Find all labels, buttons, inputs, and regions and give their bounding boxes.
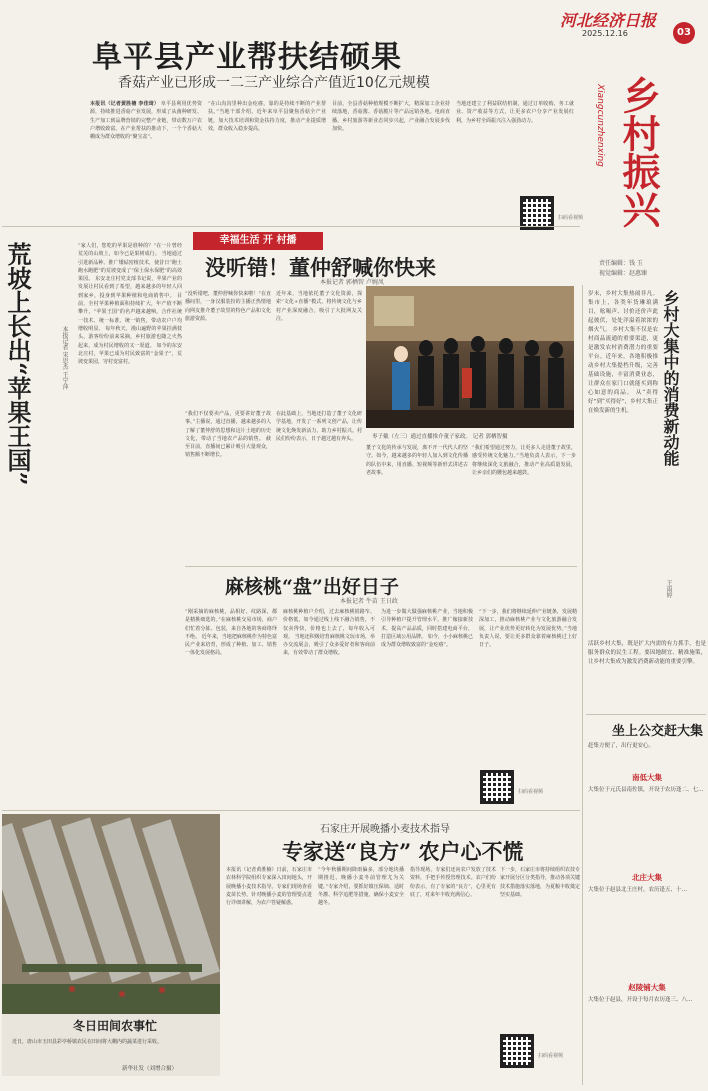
bus-section-1	[588, 772, 706, 852]
livestream-body-6: “我们希望通过努力，让更多人走进董子故里，感受传统文化魅力。”当地负责人表示，下一步将继续深化文旅融合，推动产业高质量发展，让乡亲们的腰包越来越鼓。	[472, 445, 576, 476]
section-divider	[2, 226, 580, 227]
wheat-qr-label: 扫码看视频	[538, 1053, 564, 1059]
column-designer: 视觉编辑：赵惠臻	[599, 270, 648, 277]
walnut-headline: 麻核桃“盘”出好日子	[225, 576, 399, 598]
bus-section-2	[588, 872, 706, 952]
apple-headline	[2, 242, 48, 567]
consumption-headline	[660, 290, 706, 580]
bus-intro: 赶集方便了，出行更安心。	[588, 743, 655, 749]
wheat-kicker: 石家庄开展晚播小麦技术指导	[320, 824, 450, 835]
farm-photo-title: 冬日田间农事忙	[72, 1019, 157, 1033]
masthead	[560, 4, 708, 52]
lead-body-col-2: “在山沟沟里种出金疙瘩，靠的是持续不断的产业帮扶。”当地干部介绍，近年来阜平县聚焦香菇全产业链，加大技术培训和资金扶持力度，推动产业提质增效，群众收入稳步提高。	[208, 101, 326, 132]
column-header	[585, 62, 705, 277]
bus-headline: 坐上公交赶大集	[612, 724, 704, 739]
bus-divider	[586, 714, 706, 715]
consumption-body-1: 岁末，乡村大集热闹非凡。集市上，各类年货琳琅满目，吆喝声、讨价还价声此起彼伏，处处洋溢着浓浓的烟火气。 乡村大集不仅是农村商品流通的重要渠道，更是激发农村消费潜力的重要平台。近年来，各地积极推动乡村大集提档升级，完善基础设施，丰富消费业态，让群众在家门口就能买到称心如意的商品。 从“卖得好”到“买得好”，乡村大集正在焕发新的生机。	[588, 291, 658, 414]
livestream-headline: 没听错！董仲舒喊你快来	[205, 255, 436, 280]
apple-body: “家人们，您吃的苹果是谁种的？”在一片曾经荒芜的山坡上，如今已是果树成行。 当地通过引进新品种、推广矮砧密植技术，使昔日“跑土跑水跑肥”的荒坡变成了“保土保水保肥”的高效果园。 东安北庄村党支部书记说，苹果产业的发展让村民看到了希望，越来越多的年轻人回到家乡，投身到苹果种植和电商销售中。 目前，全村苹果种植面积持续扩大，年产值不断攀升，“苹果王国”的名声越来越响。合作社统一技术、统一标准、统一销售，带动农户户均增收明显。 每年秋天，漫山遍野的苹果挂满枝头，游客纷纷前来采摘，乡村旅游也随之火热起来，成为村民增收的又一渠道。 如今的东安北庄村，苹果已成为村民致富的“金果子”，荒坡变果园，穷村变富村。	[78, 243, 182, 366]
livestream-body-4: 在此基础上，当地还打造了董子文化研学基地，开发了一系列文创产品，让传统文化焕发新活力，助力乡村振兴。村民们纷纷表示，日子越过越有奔头。	[276, 411, 362, 442]
walnut-body-1: “刚采摘的麻核桃，品相好、纹路深，都是精挑细选的。”在麻核桃交易市场，商户们忙着分拣、包装，来自各地的客商络绎不绝。 近年来，当地把麻核桃作为特色富民产业来培育，形成了种植、加工、销售一体化发展格局。	[185, 609, 277, 657]
feature-banner: 幸福生活 开 村播	[193, 232, 323, 250]
wheat-body-4: 下一步，石家庄市将持续组织农技专家开展分区分类指导，推动各项关键技术措施落实落地，为夏粮丰收奠定坚实基础。	[500, 867, 580, 898]
lead-qr-label: 扫码看视频	[558, 215, 584, 221]
walnut-body-4: “下一步，我们将继续延伸产业链条，发展精深加工，推动麻核桃产业与文化旅游融合发展，让产业优势更好转化为发展优势。”当地负责人说，要让更多群众靠着麻核桃过上好日子。	[479, 609, 577, 649]
lead-qr-code[interactable]	[520, 196, 554, 230]
right-column-rule	[582, 285, 583, 1085]
walnut-divider	[185, 566, 577, 567]
bus-section-text: 大集位于元氏县南佐镇，开设于农历逢二、七…	[588, 787, 704, 793]
bus-section-title: 南低大集	[632, 773, 662, 782]
consumption-headline-text: 乡村大集中的消费新动能	[661, 290, 680, 466]
walnut-qr-code[interactable]	[480, 770, 514, 804]
farm-photo-credit: 新华社发（刘增合摄）	[122, 1066, 178, 1072]
bus-section-3	[588, 982, 706, 1082]
walnut-body-3: 为进一步做大做强麻核桃产业，当地积极引导种植户提升管理水平，推广嫁接新技术，提高产品品质，同时搭建电商平台，打造区域公用品牌。 如今，小小麻核桃已成为群众增收致富的“金疙瘩”。	[381, 609, 473, 649]
livestream-body-1: “没听错吧，董仲舒喊你快来啦！”在直播间里，一身汉服装扮的主播正热情地向网友推介董子故里的特色产品和文化旅游资源。	[185, 291, 271, 322]
farm-photo-caption: 近日，唐山市玉田县彩亭桥镇农民在田间将大棚内的蔬菜进行采收。	[12, 1039, 163, 1045]
bus-section-title: 赵陵铺大集	[628, 983, 666, 992]
livestream-body-2: 近年来，当地依托董子文化资源，探索“文化+直播”模式，将传统文化与乡村产业深度融合，吸引了大批网友关注。	[276, 291, 362, 322]
newspaper-logo: 河北经济日报	[560, 11, 657, 30]
lead-subhead: 香菇产业已形成一二三产业综合产值近10亿元规模	[118, 75, 430, 91]
page-number: 03	[673, 22, 695, 44]
walnut-qr-label: 扫码看视频	[518, 789, 544, 795]
apple-byline: 本报记者 宋思杰 王宁萍	[61, 326, 68, 390]
walnut-body-2: 麻核桃种植户介绍，过去麻核桃销路窄、价格低，如今通过线上线下融合销售，不仅卖得快，价格也上去了，每年收入可观。 当地还积极培育麻核桃文玩市场，举办交流展会，吸引了众多爱好者和客商前来，有效带动了群众增收。	[283, 609, 375, 657]
lead-body-col-4: 当地还建立了利益联结机制，通过订单收购、务工就业、资产收益等方式，让更多农户分享产业发展红利，为乡村全面振兴注入强劲动力。	[456, 101, 574, 124]
bottom-divider	[2, 810, 580, 811]
lead-body-col-3: 目前，全县香菇种植规模不断扩大，精深加工企业持续落地，香菇酱、香菇脆片等产品远销各地。电商直播、乡村旅游等新业态同步兴起，产业融合发展步伐加快。	[332, 101, 450, 132]
livestream-photo	[366, 286, 574, 428]
issue-date: 2025.12.16	[582, 29, 628, 38]
wheat-body-2: “今年秋播期间降雨偏多，部分地块播期推迟，晚播小麦冬前管理尤为关键。”专家介绍，要抓好镇压保墒、适时冬灌、科学追肥等措施，确保小麦安全越冬。	[318, 867, 404, 907]
livestream-photo-scene	[366, 286, 574, 428]
column-pinyin: Xiangcunzhenxing	[595, 84, 605, 167]
wheat-body-3: 指导现场，专家们还向农户发放了技术资料，手把手传授管理技术。农户们纷纷表示，有了专家的“良方”，心里更有底了，对来年丰收充满信心。	[410, 867, 496, 898]
bus-section-text: 大集位于赵县，开设于每月农历逢三、八…	[588, 997, 693, 1003]
livestream-photo-caption: 枣子戴（左三）通过直播推介董子家政。 记者 郭栖智摄	[372, 434, 508, 440]
walnut-byline: 本报记者 牛苗 王日政	[340, 598, 398, 605]
bus-section-text: 大集位于赵县北王庄村，农历逢五、十…	[588, 887, 688, 893]
lead-headline: 阜平县产业帮扶结硕果	[92, 40, 402, 75]
column-title: 乡村振兴	[616, 76, 661, 228]
livestream-byline: 本报记者 郭栖智 卢婉凤	[320, 279, 384, 286]
column-editor: 责任编辑：钱 玉	[599, 260, 643, 267]
wheat-body-1: 本报讯（记者黄胜楠）日前，石家庄市农林科学院组织专家深入田间地头，开展晚播小麦技术指导。专家们现场查看麦苗长势，针对晚播小麦的管理要点进行详细讲解，为农户答疑解惑。	[226, 867, 312, 907]
wheat-qr-code[interactable]	[500, 1034, 534, 1068]
farm-photo	[2, 814, 220, 1076]
livestream-body-5: 董子文化的传承与发展，离不开一代代人的坚守。如今，越来越多的年轻人加入到文化传播的队伍中来，用直播、短视频等新形式讲述古老故事。	[366, 445, 468, 476]
consumption-byline: 王雨婷	[665, 580, 672, 598]
lead-body-col-1: 本报讯（记者黄胜楠 李佳琦） 阜平县利用优势资源，持续推进香菇产业发展，形成了从菌种研发、生产加工到品牌营销的完整产业链，带动数万户农户增收致富。在产业帮扶的推动下，一个个香菇大棚成为群众增收的“聚宝盆”。	[90, 101, 202, 141]
farm-photo-scene	[2, 814, 220, 1076]
apple-headline-text: 荒坡上长出“苹果王国”	[3, 242, 32, 486]
livestream-body-3: “我们不仅要卖产品，更要讲好董子故事。”主播说，通过直播，越来越多的人了解了董仲舒的思想和这片土地的历史文化，带动了当地农产品的销售。 截至目前，直播间已累计吸引大量观众，销售额不断增长。	[185, 411, 271, 459]
consumption-body-2: 活跃乡村大集，既是扩大内需的有力抓手，也是服务群众的民生工程。要因地制宜、精准施策，让乡村大集成为激发消费新动能的重要引擎。	[588, 641, 706, 665]
wheat-headline: 专家送“良方” 农户心不慌	[282, 839, 524, 864]
bus-section-title: 北庄大集	[632, 873, 662, 882]
lead-byline: 本报讯（记者黄胜楠 李佳琦）	[90, 101, 160, 107]
